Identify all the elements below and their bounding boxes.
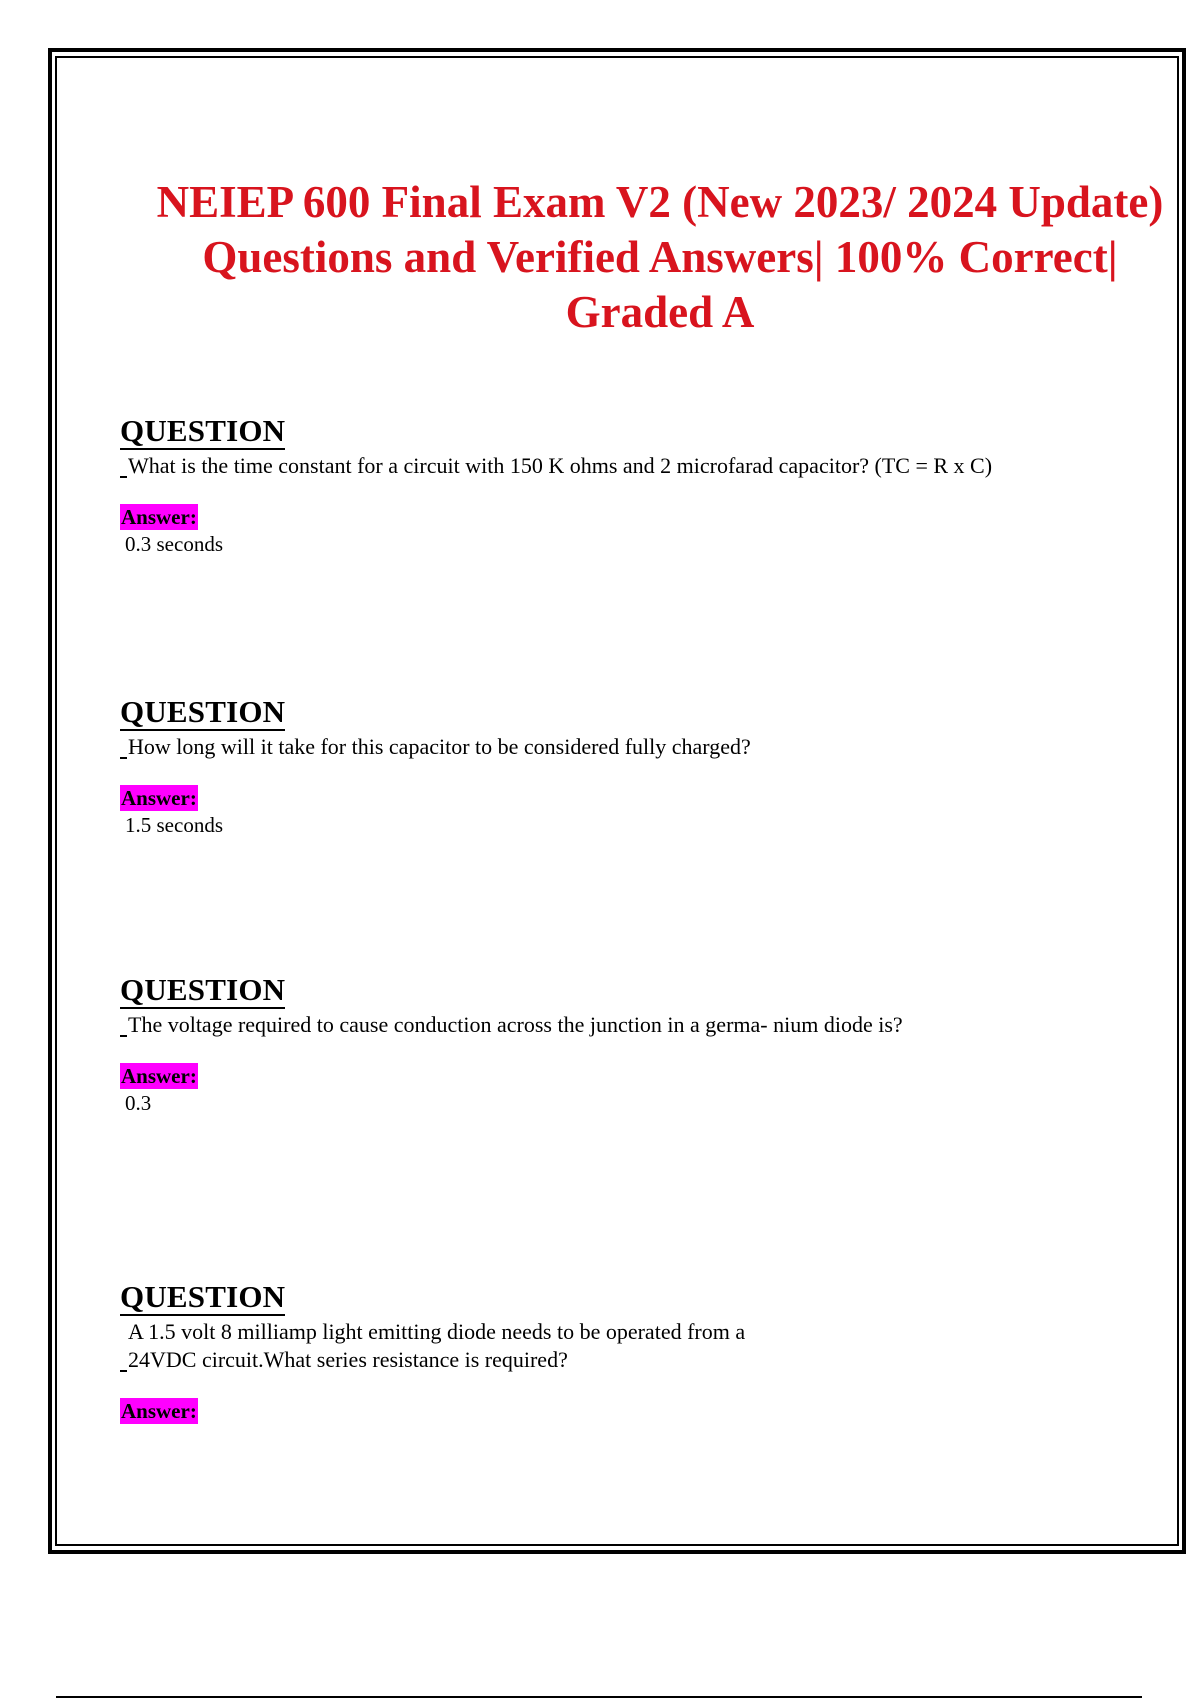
question-text: What is the time constant for a circuit with 150 K ohms and 2 microfarad capacitor? (TC = R x C) [120,452,1150,480]
answer-label: Answer: [121,786,197,810]
question-block-3 [120,973,1150,1117]
footer-rule [56,1696,1142,1698]
question-block-4 [120,1280,1150,1424]
question-text: A 1.5 volt 8 milliamp light emitting diode needs to be operated from a 24VDC circuit.What series resistance is required? [120,1318,1150,1374]
question-heading: QUESTION [120,972,286,1007]
question-text: The voltage required to cause conduction across the junction in a germa- nium diode is? [120,1011,1150,1039]
answer-value: 1.5 seconds [125,813,223,837]
document-title: NEIEP 600 Final Exam V2 (New 2023/ 2024 Update) Questions and Verified Answers| 100% Correct| Graded A [156,177,1164,337]
answer-label: Answer: [121,1064,197,1088]
question-block-2 [120,695,1150,839]
question-heading: QUESTION [120,694,286,729]
question-block-1 [120,414,1150,558]
question-text: How long will it take for this capacitor to be considered fully charged? [120,733,1150,761]
answer-label: Answer: [121,505,197,529]
answer-value: 0.3 [125,1091,152,1115]
question-heading: QUESTION [120,1279,286,1314]
answer-label: Answer: [121,1399,197,1423]
answer-value: 0.3 seconds [125,532,223,556]
question-heading: QUESTION [120,413,286,448]
